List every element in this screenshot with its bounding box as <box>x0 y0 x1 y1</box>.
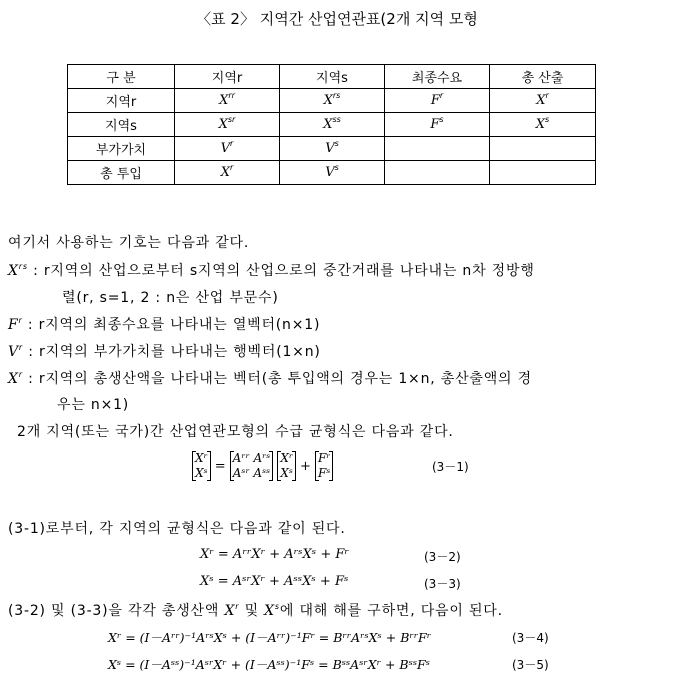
header-cell: 지역s <box>280 65 385 89</box>
equation-number: (3－3) <box>424 577 461 591</box>
matrix-equation <box>192 448 333 484</box>
cell-sup: sr <box>227 115 236 124</box>
header-cell: 총 산출 <box>490 65 596 89</box>
cell-sup: r <box>439 91 444 100</box>
table-title: 〈표 2〉 지역간 산업연관표(2개 지역 모형 <box>196 10 478 28</box>
cell-sup: s <box>545 115 550 124</box>
cell-sup: s <box>334 163 339 172</box>
table-row <box>68 89 596 113</box>
plus-sign: + <box>300 458 311 474</box>
cell-symbol: F <box>430 93 440 108</box>
row-label: 지역s <box>68 113 175 137</box>
definition-vr <box>8 341 321 361</box>
paragraph-regional: (3-1)로부터, 각 지역의 균형식은 다음과 같이 된다. <box>8 521 346 537</box>
table-row <box>68 113 596 137</box>
row-label: 부가가치 <box>68 137 175 161</box>
def-symbol: X <box>8 263 19 279</box>
cell-symbol: V <box>220 141 231 156</box>
paragraph-balance: 2개 지역(또는 국가)간 산업연관모형의 수급 균형식은 다음과 같다. <box>17 424 454 440</box>
empty-cell <box>490 137 596 161</box>
matrix-x: Xʳ Xˢ <box>277 451 296 481</box>
cell-symbol: F <box>430 117 440 132</box>
io-table <box>67 64 596 185</box>
equation-number: (3－1) <box>432 460 469 474</box>
cell-sup: rr <box>228 91 235 100</box>
cell-symbol: V <box>325 165 335 180</box>
def-text: : r지역의 총생산액을 나타내는 벡터(총 투입액의 경우는 1×n, 총산출액의 경 <box>22 371 532 387</box>
equation-3-3: Xˢ = AˢʳXʳ + AˢˢXˢ + Fˢ <box>200 574 349 589</box>
cell-symbol: X <box>219 93 229 108</box>
cell-symbol: X <box>323 117 333 132</box>
def-sup: r <box>18 316 23 325</box>
cell-sup: s <box>439 115 444 124</box>
empty-cell <box>385 161 490 185</box>
equation-number: (3－5) <box>512 658 549 672</box>
header-cell: 최종수요 <box>385 65 490 89</box>
cell-sup: r <box>545 91 549 100</box>
definition-xrs-cont: 렬(r, s=1, 2 : n은 산업 부문수) <box>62 290 279 306</box>
table-row <box>68 137 596 161</box>
matrix-a: Aʳʳ Aʳˢ Aˢʳ Aˢˢ <box>230 451 274 481</box>
def-sup: r <box>18 343 24 352</box>
cell-symbol: X <box>218 117 228 132</box>
def-sup: r <box>18 370 23 379</box>
paragraph-solution: (3-2) 및 (3-3)을 각각 총생산액 $X^r$ 및 $X^s$에 대해 해를 구하면, 다음이 된다. <box>8 602 503 619</box>
def-symbol: V <box>8 344 19 360</box>
row-label: 지역r <box>68 89 175 113</box>
cell-symbol: X <box>323 93 333 108</box>
definition-xrs <box>8 260 535 280</box>
header-cell: 구 분 <box>68 65 175 89</box>
equation-3-5: Xˢ = (I－Aˢˢ)⁻¹AˢʳXʳ + (I－Aˢˢ)⁻¹Fˢ = BˢˢAˢʳXʳ + BˢˢFˢ <box>108 657 430 672</box>
cell-symbol: V <box>325 141 335 156</box>
def-symbol: F <box>8 317 19 333</box>
def-symbol: X <box>8 371 19 387</box>
empty-cell <box>490 161 596 185</box>
definition-xr <box>8 368 532 388</box>
cell-sup: s <box>334 139 339 148</box>
equation-number: (3－4) <box>512 631 549 645</box>
header-cell: 지역r <box>175 65 280 89</box>
cell-sup: r <box>230 139 234 148</box>
equation-number: (3－2) <box>424 550 461 564</box>
equation-3-2: Xʳ = AʳʳXʳ + AʳˢXˢ + Fʳ <box>200 547 349 562</box>
row-label: 총 투입 <box>68 161 175 185</box>
cell-symbol: X <box>220 165 230 180</box>
table-header-row <box>68 65 596 89</box>
matrix-f: Fʳ Fˢ <box>315 451 334 481</box>
def-text: : r지역의 최종수요를 나타내는 열벡터(n×1) <box>22 317 321 333</box>
matrix-lhs: Xʳ Xˢ <box>192 451 211 481</box>
intro-text: 여기서 사용하는 기호는 다음과 같다. <box>8 235 250 251</box>
definition-fr <box>8 314 320 334</box>
empty-cell <box>385 137 490 161</box>
cell-symbol: X <box>536 93 546 108</box>
def-sup: rs <box>18 262 28 271</box>
cell-sup: r <box>229 163 234 172</box>
cell-symbol: X <box>535 117 546 132</box>
cell-sup: ss <box>332 115 341 124</box>
table-row <box>68 161 596 185</box>
def-text: : r지역의 부가가치를 나타내는 행벡터(1×n) <box>23 344 321 360</box>
equals-sign: = <box>214 458 226 474</box>
definition-xr-cont: 우는 n×1) <box>57 397 130 413</box>
cell-sup: rs <box>332 91 341 100</box>
equation-3-4: Xʳ = (I－Aʳʳ)⁻¹AʳˢXˢ + (I－Aʳʳ)⁻¹Fʳ = BʳʳAʳˢXˢ + BʳʳFʳ <box>108 630 432 645</box>
def-text: : r지역의 산업으로부터 s지역의 산업으로의 중간거래를 나타내는 n차 정방행 <box>27 263 535 279</box>
